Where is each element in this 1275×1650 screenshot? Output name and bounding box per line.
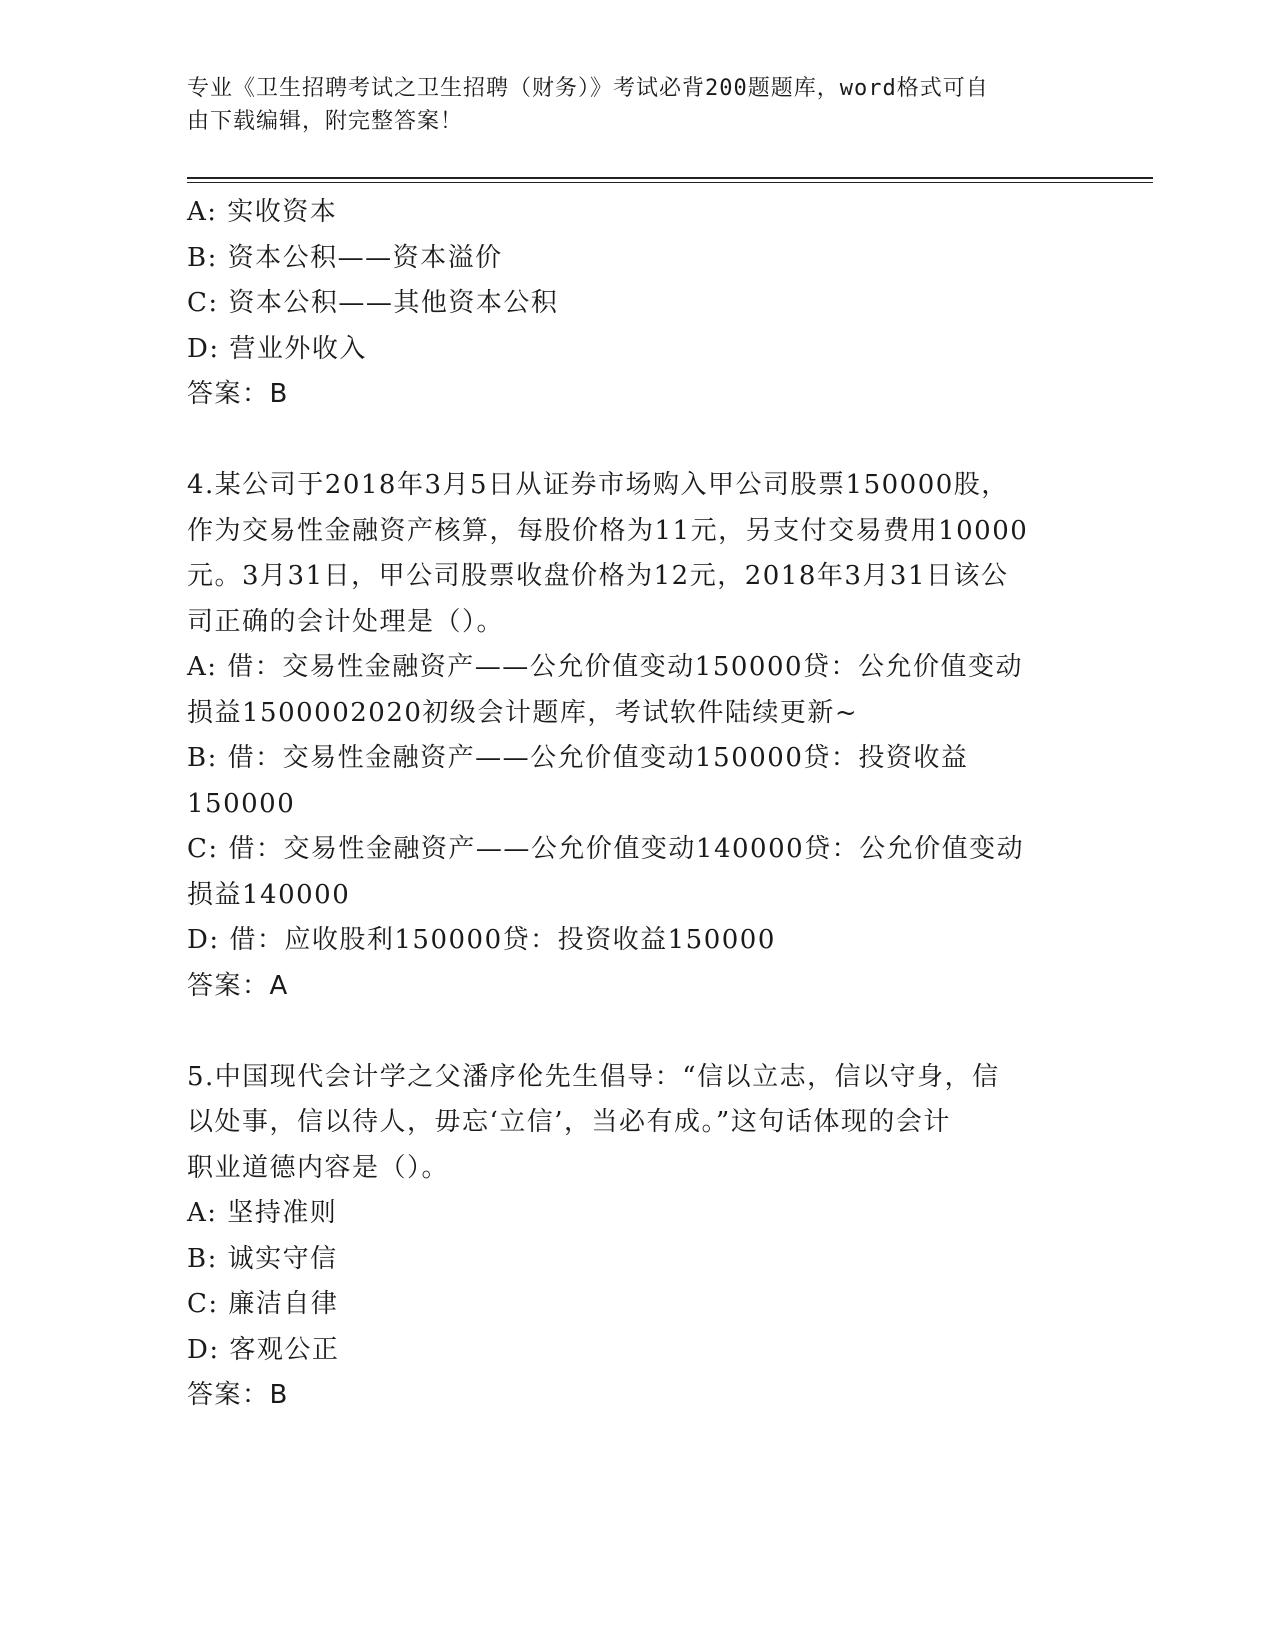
question-stem: 司正确的会计处理是（）。 xyxy=(187,606,505,637)
question-stem: 4.某公司于2018年3月5日从证券市场购入甲公司股票150000股， xyxy=(187,470,1009,500)
document-header xyxy=(187,72,1067,138)
header-line: 专业《卫生招聘考试之卫生招聘（财务）》考试必背200题题库，word格式可自 xyxy=(187,76,989,101)
question-stem: 5.中国现代会计学之父潘序伦先生倡导：“信以立志，信以守身，信 xyxy=(187,1061,1000,1092)
option-b: 150000 xyxy=(187,788,296,819)
option-c: C: 资本公积——其他资本公积 xyxy=(187,288,559,318)
header-divider xyxy=(187,177,1153,179)
option-c: C: 借：交易性金融资产——公允价值变动140000贷：公允价值变动 xyxy=(187,834,1025,864)
question-4 xyxy=(187,463,1067,1009)
option-a: A: 坚持准则 xyxy=(187,1198,338,1228)
answer: 答案：B xyxy=(187,1380,289,1410)
option-c: C: 廉洁自律 xyxy=(187,1289,339,1319)
option-a: A: 借：交易性金融资产——公允价值变动150000贷：公允价值变动 xyxy=(187,652,1024,682)
option-c: 损益140000 xyxy=(187,879,351,910)
spacer xyxy=(187,1009,1067,1055)
answer: 答案：B xyxy=(187,379,289,409)
option-a: A: 实收资本 xyxy=(187,197,338,227)
option-d: D: 客观公正 xyxy=(187,1334,340,1365)
answer: 答案：A xyxy=(187,970,289,1001)
header-line: 由下载编辑，附完整答案！ xyxy=(187,109,464,134)
option-a: 损益1500002020初级会计题库，考试软件陆续更新~ xyxy=(187,697,859,728)
question-stem: 作为交易性金融资产核算，每股价格为11元，另支付交易费用10000 xyxy=(187,515,1029,546)
header-divider xyxy=(187,182,1153,183)
option-b: B: 诚实守信 xyxy=(187,1243,338,1274)
question-stem: 以处事，信以待人，毋忘‘立信’，当必有成。”这句话体现的会计 xyxy=(187,1107,951,1137)
question-3 xyxy=(187,190,1067,418)
document-body xyxy=(187,190,1067,1419)
option-d: D: 借：应收股利150000贷：投资收益150000 xyxy=(187,925,776,955)
option-b: B: 借：交易性金融资产——公允价值变动150000贷：投资收益 xyxy=(187,743,969,773)
spacer xyxy=(187,418,1067,464)
question-5 xyxy=(187,1055,1067,1419)
question-stem: 元。3月31日，甲公司股票收盘价格为12元，2018年3月31日该公 xyxy=(187,561,1009,591)
question-stem: 职业道德内容是（）。 xyxy=(187,1152,450,1183)
option-b: B: 资本公积——资本溢价 xyxy=(187,242,503,273)
option-d: D: 营业外收入 xyxy=(187,333,367,364)
